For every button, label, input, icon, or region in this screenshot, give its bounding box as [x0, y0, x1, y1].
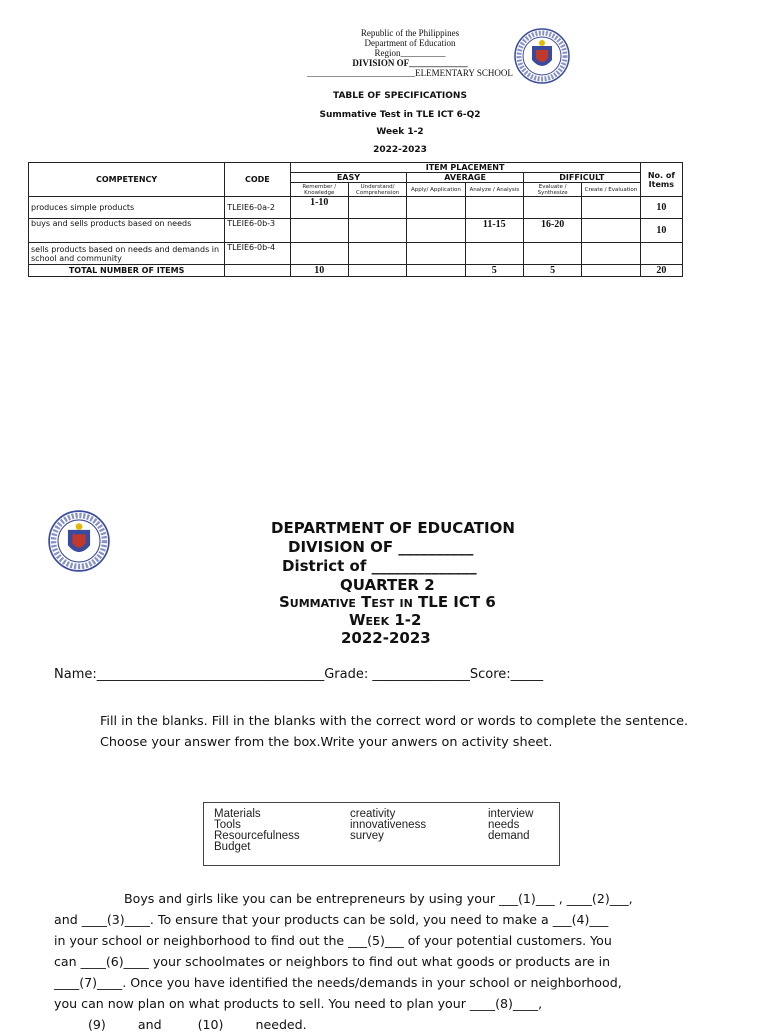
row-cell: 1-10 — [290, 197, 348, 219]
test-division: DIVISION OF __________ — [288, 538, 474, 556]
word-item: interview — [488, 808, 534, 820]
paragraph-line: Boys and girls like you can be entrepreneurs by using your ___(1)___ , ____(2)___, — [124, 891, 633, 906]
row-cell — [582, 197, 640, 219]
sub-remember: Remember / Knowledge — [290, 183, 348, 197]
instruction-line-1: Fill in the blanks. Fill in the blanks with the correct word or words to complete the sentence. — [100, 714, 689, 729]
row-total: 10 — [640, 197, 682, 219]
row-code: TLEIE6-0b-4 — [225, 243, 290, 265]
row-code: TLEIE6-0b-3 — [225, 219, 290, 243]
word-column-1 — [214, 809, 300, 853]
word-item: Materials — [214, 808, 261, 820]
score-field[interactable]: Score:_____ — [469, 667, 544, 682]
word-item: Resourcefulness — [214, 830, 300, 842]
tos-year: 2022-2023 — [373, 145, 427, 155]
specification-table — [28, 162, 683, 277]
total-row — [29, 265, 683, 277]
row-cell — [290, 219, 348, 243]
table-row — [29, 219, 683, 243]
department-text: Department of Education — [364, 38, 456, 48]
row-code: TLEIE6-0a-2 — [225, 197, 290, 219]
row-cell — [348, 197, 406, 219]
row-total: 10 — [640, 219, 682, 243]
deped-seal-icon — [514, 28, 570, 84]
header-no-items: No. of Items — [640, 163, 682, 197]
test-summative: Summative Test in TLE ICT 6 — [279, 593, 496, 611]
sub-evaluate: Evaluate / Synthesize — [523, 183, 581, 197]
row-cell: 11-15 — [465, 219, 523, 243]
row-cell — [407, 197, 465, 219]
word-column-3 — [488, 809, 533, 842]
row-cell — [582, 243, 640, 265]
tos-subtitle: Summative Test in TLE ICT 6-Q2 — [319, 110, 481, 120]
paragraph-line: (9) and (10) needed. — [88, 1017, 307, 1032]
name-line — [54, 667, 543, 682]
total-label: TOTAL NUMBER OF ITEMS — [29, 265, 225, 277]
total-cell: 5 — [465, 265, 523, 277]
school-text: ________________________ELEMENTARY SCHOOL — [307, 68, 513, 78]
word-item: creativity — [350, 808, 396, 820]
sub-analyze: Analyze / Analysis — [465, 183, 523, 197]
instruction-line-2: Choose your answer from the box.Write your anwers on activity sheet. — [100, 735, 553, 750]
sub-understand: Understand/ Comprehension — [348, 183, 406, 197]
header-code: CODE — [225, 163, 290, 197]
header-item-placement: ITEM PLACEMENT — [290, 163, 640, 173]
header-difficult: DIFFICULT — [523, 173, 640, 183]
tos-week: Week 1-2 — [376, 127, 424, 137]
paragraph-line: in your school or neighborhood to find out the ___(5)___ of your potential customers. You — [54, 933, 612, 948]
row-cell: 16-20 — [523, 219, 581, 243]
sub-create: Create / Evaluation — [582, 183, 640, 197]
table-row — [29, 197, 683, 219]
row-competency: sells products based on needs and demands in school and community — [29, 243, 225, 265]
row-cell — [582, 219, 640, 243]
paragraph-line: can ____(6)____ your schoolmates or neighbors to find out what goods or products are in — [54, 954, 611, 969]
header-competency: COMPETENCY — [29, 163, 225, 197]
row-cell — [407, 219, 465, 243]
row-cell — [348, 219, 406, 243]
deped-seal-icon — [48, 510, 110, 572]
test-week: Week 1-2 — [349, 611, 422, 629]
row-competency: produces simple products — [29, 197, 225, 219]
row-cell — [523, 197, 581, 219]
row-cell — [407, 243, 465, 265]
test-quarter: QUARTER 2 — [340, 576, 435, 594]
word-column-2 — [350, 809, 426, 842]
row-cell — [290, 243, 348, 265]
paragraph-line: ____(7)____. Once you have identified the needs/demands in your school or neighborhood, — [54, 975, 622, 990]
sub-apply: Apply/ Application — [407, 183, 465, 197]
word-item: Budget — [214, 841, 251, 853]
word-item: survey — [350, 830, 384, 842]
test-dept: DEPARTMENT OF EDUCATION — [271, 519, 515, 537]
header-average: AVERAGE — [407, 173, 524, 183]
word-item: Tools — [214, 819, 241, 831]
table-row — [29, 243, 683, 265]
paragraph-line: and ____(3)____. To ensure that your products can be sold, you need to make a ___(4)___ — [54, 912, 609, 927]
total-cell: 5 — [523, 265, 581, 277]
total-cell: 10 — [290, 265, 348, 277]
grade-field[interactable]: Grade: _______________ — [324, 667, 470, 682]
word-item: needs — [488, 819, 520, 831]
word-item: demand — [488, 830, 530, 842]
region-text: Region__________ — [374, 48, 446, 58]
row-cell — [348, 243, 406, 265]
republic-text: Republic of the Philippines — [360, 28, 460, 38]
division-text: DIVISION OF_____________ — [352, 58, 468, 68]
row-cell — [465, 243, 523, 265]
word-box — [203, 802, 560, 866]
row-cell — [465, 197, 523, 219]
header-easy: EASY — [290, 173, 407, 183]
word-item: innovativeness — [350, 819, 427, 831]
test-district: District of ______________ — [282, 557, 477, 575]
total-sum: 20 — [640, 265, 682, 277]
fill-in-paragraph — [54, 888, 734, 1035]
tos-title: TABLE OF SPECIFICATIONS — [333, 91, 467, 101]
test-year: 2022-2023 — [341, 629, 431, 647]
paragraph-line: you can now plan on what products to sell. You need to plan your ____(8)____, — [54, 996, 543, 1011]
row-total — [640, 243, 682, 265]
name-field[interactable]: Name:___________________________________ — [54, 667, 325, 682]
row-cell — [523, 243, 581, 265]
row-competency: buys and sells products based on needs — [29, 219, 225, 243]
